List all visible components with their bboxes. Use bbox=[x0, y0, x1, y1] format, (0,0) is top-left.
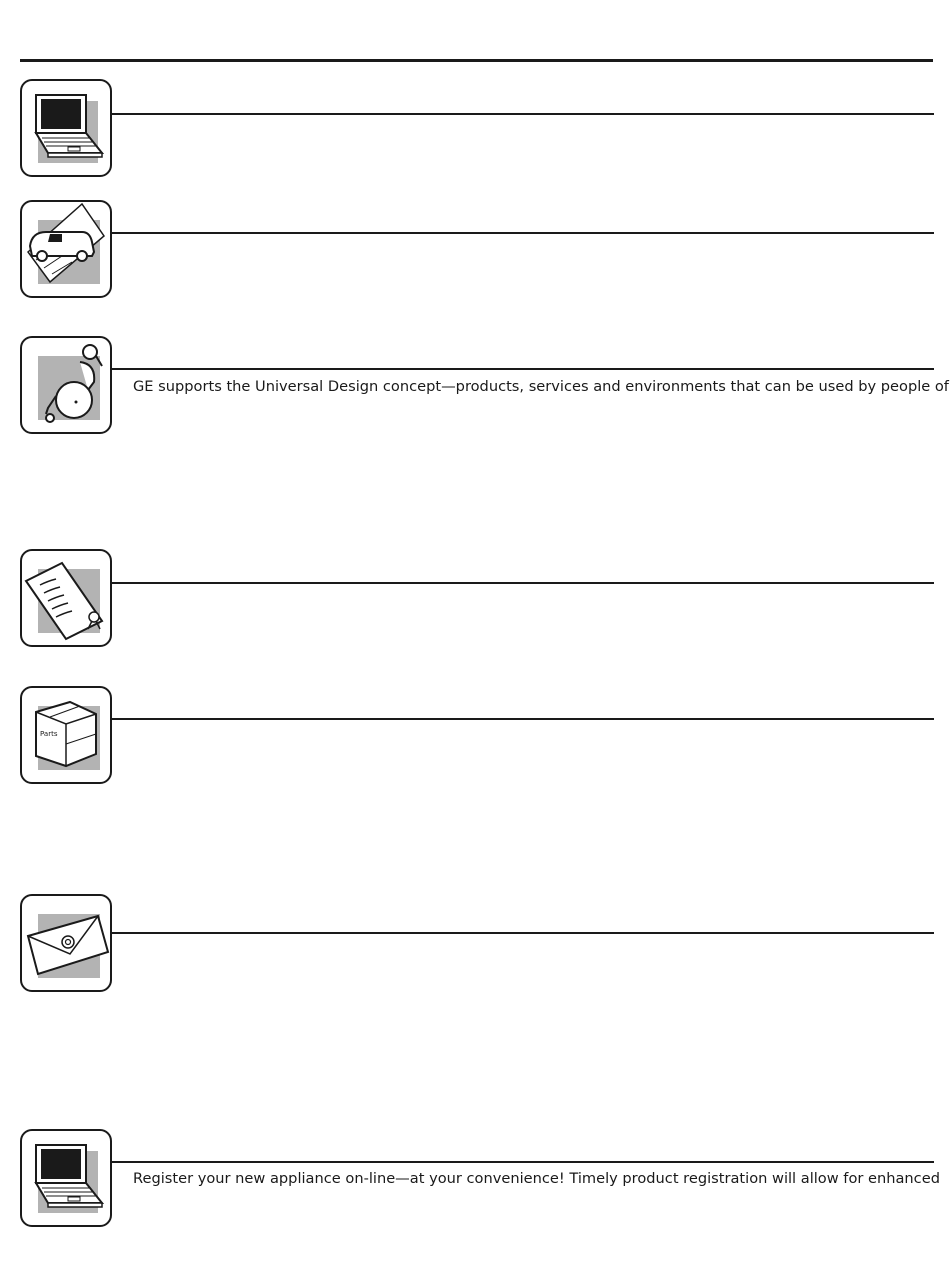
universal-design-text: GE supports the Universal Design concept—products, services and environments that can be used by people of bbox=[133, 378, 949, 395]
top-rule bbox=[20, 59, 933, 62]
email-envelope-icon bbox=[20, 894, 112, 992]
delivery-van-calendar-icon bbox=[20, 200, 112, 298]
laptop-icon bbox=[20, 1129, 112, 1227]
section-rule bbox=[112, 232, 934, 234]
section-rule bbox=[112, 368, 934, 370]
section-rule bbox=[112, 718, 934, 720]
section-rule bbox=[112, 113, 934, 115]
laptop-icon bbox=[20, 79, 112, 177]
registration-text: Register your new appliance on-line—at your convenience! Timely product registration will allow for enhanced bbox=[133, 1170, 940, 1187]
section-rule bbox=[112, 932, 934, 934]
parts-box-icon bbox=[20, 686, 112, 784]
parts-label: Parts bbox=[40, 730, 58, 738]
section-rule bbox=[112, 1161, 934, 1163]
warranty-certificate-icon bbox=[20, 549, 112, 647]
wheelchair-accessibility-icon bbox=[20, 336, 112, 434]
section-rule bbox=[112, 582, 934, 584]
